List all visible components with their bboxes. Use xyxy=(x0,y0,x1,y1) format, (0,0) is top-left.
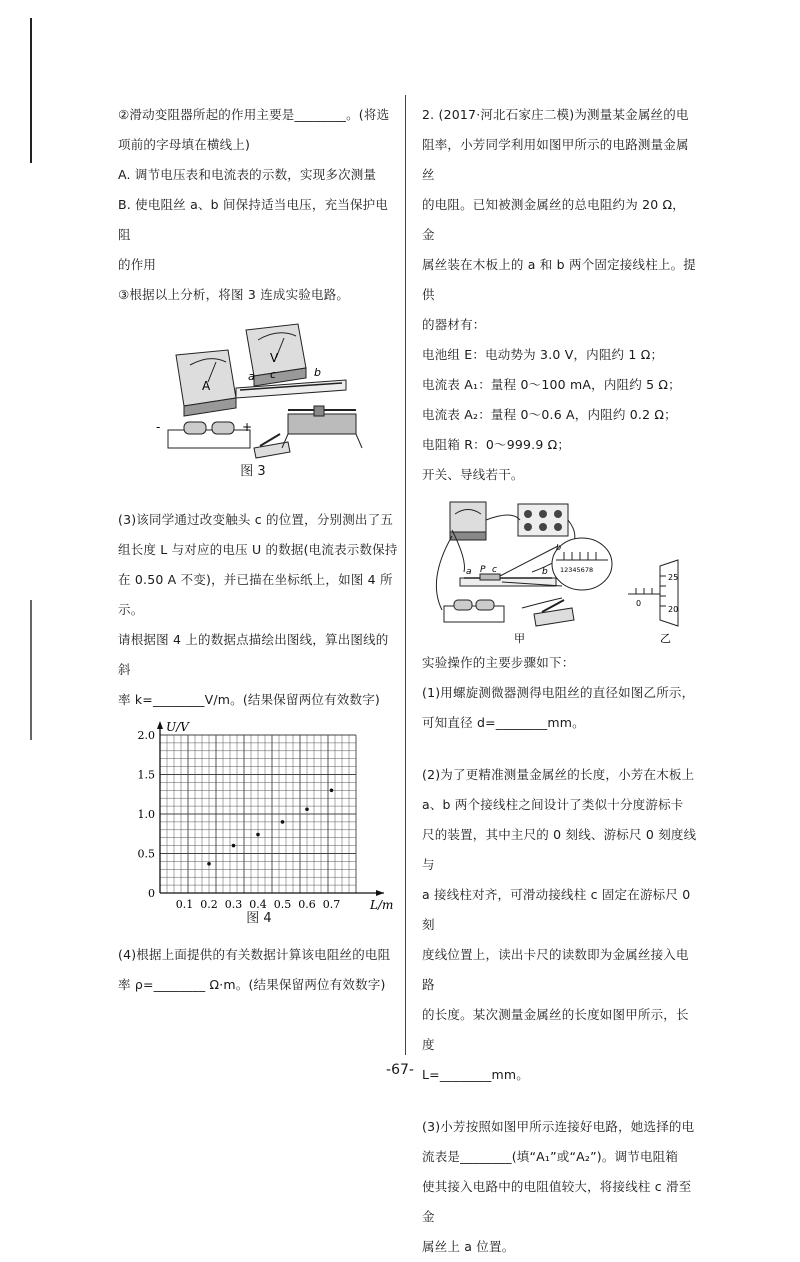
option-a: A. 调节电压表和电流表的示数，实现多次测量 xyxy=(118,167,377,182)
y-tick-label: 0 xyxy=(148,887,155,900)
ammeter-icon xyxy=(176,350,236,416)
s2-text-2: a、b 两个接线柱之间设计了类似十分度游标卡 xyxy=(422,797,684,812)
figure-4-chart xyxy=(118,715,400,915)
q-text-3: 的电阻。已知被测金属丝的总电阻约为 20 Ω，金 xyxy=(422,197,686,242)
equipment-2: 电流表 A₁：量程 0～100 mA，内阻约 5 Ω； xyxy=(422,377,681,392)
s3-text-2: 流表是________(填“A₁”或“A₂”)。调节电阻箱 xyxy=(422,1149,679,1164)
x-tick-label: 0.1 xyxy=(175,898,194,911)
switch-icon xyxy=(254,434,290,458)
battery-minus-label: - xyxy=(156,420,161,434)
voltmeter-label: V xyxy=(270,351,279,365)
s1-text-2: 可知直径 d=________mm。 xyxy=(422,715,585,730)
p3-text-1: (3)该同学通过改变触头 c 的位置，分别测出了五 xyxy=(118,512,394,527)
micrometer-0: 0 xyxy=(636,599,642,608)
s2-text-6: 的长度。某次测量金属丝的长度如图甲所示，长度 xyxy=(422,1007,689,1052)
data-point xyxy=(232,844,236,848)
data-point xyxy=(256,833,260,837)
p4-text-1: (4)根据上面提供的有关数据计算该电阻丝的电阻 xyxy=(118,947,391,962)
label-p: P xyxy=(480,565,486,575)
column-divider xyxy=(405,95,406,1055)
x-tick-label: 0.5 xyxy=(273,898,292,911)
x-axis-arrow xyxy=(376,890,384,896)
option-b-2: 的作用 xyxy=(118,257,157,272)
figure-4-caption: 图 4 xyxy=(246,911,272,926)
left-column xyxy=(118,100,400,1000)
s3-text-1: (3)小芳按照如图甲所示连接好电路，她选择的电 xyxy=(422,1119,695,1134)
label-a: a xyxy=(466,567,472,577)
micrometer-20: 20 xyxy=(668,605,679,614)
y-tick-label: 1.0 xyxy=(137,808,155,821)
binding-mark-lower xyxy=(30,600,32,740)
x-tick-label: 0.4 xyxy=(249,898,267,911)
s2-text-1: (2)为了更精准测量金属丝的长度，小芳在木板上 xyxy=(422,767,695,782)
p3-text-3: 在 0.50 A 不变)，并已描在坐标纸上，如图 4 所示。 xyxy=(118,572,393,617)
micrometer-icon xyxy=(628,560,678,626)
q3-text: ③根据以上分析，将图 3 连成实验电路。 xyxy=(118,287,350,302)
meter-icon xyxy=(450,502,486,540)
x-tick-label: 0.2 xyxy=(200,898,218,911)
s1-text-1: (1)用螺旋测微器测得电阻丝的直径如图乙所示， xyxy=(422,685,695,700)
right-column xyxy=(422,100,697,1262)
x-axis-label: L/m xyxy=(370,898,394,912)
q-text-1: 2. (2017·河北石家庄二模)为测量某金属丝的电 xyxy=(422,107,689,122)
q-text-5: 的器材有： xyxy=(422,317,486,332)
s2-text-5: 度线位置上，读出卡尺的读数即为金属丝接入电路 xyxy=(422,947,689,992)
label-c: c xyxy=(492,565,497,575)
y-axis-label: U/V xyxy=(166,720,189,734)
magnifier-label-b: b xyxy=(556,543,562,552)
figure-jia-yi-drawing xyxy=(422,490,697,648)
switch-icon xyxy=(534,600,574,626)
figure-3-drawing xyxy=(118,310,400,480)
terminal-a-label: a xyxy=(248,370,255,383)
option-b-1: B. 使电阻丝 a、b 间保持适当电压，充当保护电阻 xyxy=(118,197,389,242)
equipment-3: 电流表 A₂：量程 0～0.6 A，内阻约 0.2 Ω； xyxy=(422,407,677,422)
equipment-4: 电阻箱 R：0～999.9 Ω； xyxy=(422,437,571,452)
terminal-b-label: b xyxy=(314,366,321,379)
figure-4 xyxy=(118,715,400,940)
resistance-box-icon xyxy=(518,504,568,536)
q2-text-2: 项前的字母填在横线上) xyxy=(118,137,251,152)
x-tick-label: 0.3 xyxy=(224,898,243,911)
s2-text-3: 尺的装置，其中主尺的 0 刻线、游标尺 0 刻度线与 xyxy=(422,827,697,872)
y-tick-label: 1.5 xyxy=(137,768,155,782)
battery-plus-label: + xyxy=(242,420,253,434)
data-point xyxy=(330,789,334,793)
micrometer-25: 25 xyxy=(668,573,679,582)
figure-jia-yi xyxy=(422,490,697,648)
figure-3-caption: 图 3 xyxy=(240,464,266,479)
vernier-scale-text: 12345678 xyxy=(560,566,594,574)
binding-mark xyxy=(30,18,32,163)
y-tick-label: 0.5 xyxy=(137,847,155,861)
s2-text-4: a 接线柱对齐，可滑动接线柱 c 固定在游标尺 0 刻 xyxy=(422,887,691,932)
battery-icon xyxy=(444,600,504,622)
y-tick-label: 2.0 xyxy=(137,729,155,742)
label-b: b xyxy=(542,567,548,577)
equipment-1: 电池组 E：电动势为 3.0 V，内阻约 1 Ω； xyxy=(422,347,664,362)
terminal-c-label: c xyxy=(270,368,277,381)
q-text-2: 阻率，小芳同学利用如图甲所示的电路测量金属丝 xyxy=(422,137,689,182)
fig-jia-label: 甲 xyxy=(514,632,525,645)
s2-text-7: L=________mm。 xyxy=(422,1067,529,1082)
y-axis-arrow xyxy=(157,721,163,729)
page-number: -67- xyxy=(386,1062,414,1078)
q-text-4: 属丝装在木板上的 a 和 b 两个固定接线柱上。提供 xyxy=(422,257,696,302)
data-point xyxy=(207,862,211,866)
p3-text-5: 率 k=________V/m。(结果保留两位有效数字) xyxy=(118,692,380,707)
p4-text-2: 率 ρ=________ Ω·m。(结果保留两位有效数字) xyxy=(118,977,386,992)
data-point xyxy=(305,807,309,811)
ammeter-label: A xyxy=(202,379,211,393)
x-tick-label: 0.6 xyxy=(298,898,316,911)
rheostat-icon xyxy=(282,406,362,448)
data-point xyxy=(281,820,285,824)
battery-icon xyxy=(156,420,252,448)
s3-text-4: 属丝上 a 位置。 xyxy=(422,1239,515,1254)
p3-text-4: 请根据图 4 上的数据点描绘出图线，算出图线的斜 xyxy=(118,632,389,677)
p3-text-2: 组长度 L 与对应的电压 U 的数据(电流表示数保持 xyxy=(118,542,398,557)
steps-heading: 实验操作的主要步骤如下： xyxy=(422,655,575,670)
s3-text-3: 使其接入电路中的电阻值较大，将接线柱 c 滑至金 xyxy=(422,1179,692,1224)
equipment-5: 开关、导线若干。 xyxy=(422,467,524,482)
figure-3 xyxy=(118,310,400,505)
q2-text-1: ②滑动变阻器所起的作用主要是________。(将选 xyxy=(118,107,390,122)
fig-yi-label: 乙 xyxy=(660,632,671,645)
x-tick-label: 0.7 xyxy=(322,898,341,911)
